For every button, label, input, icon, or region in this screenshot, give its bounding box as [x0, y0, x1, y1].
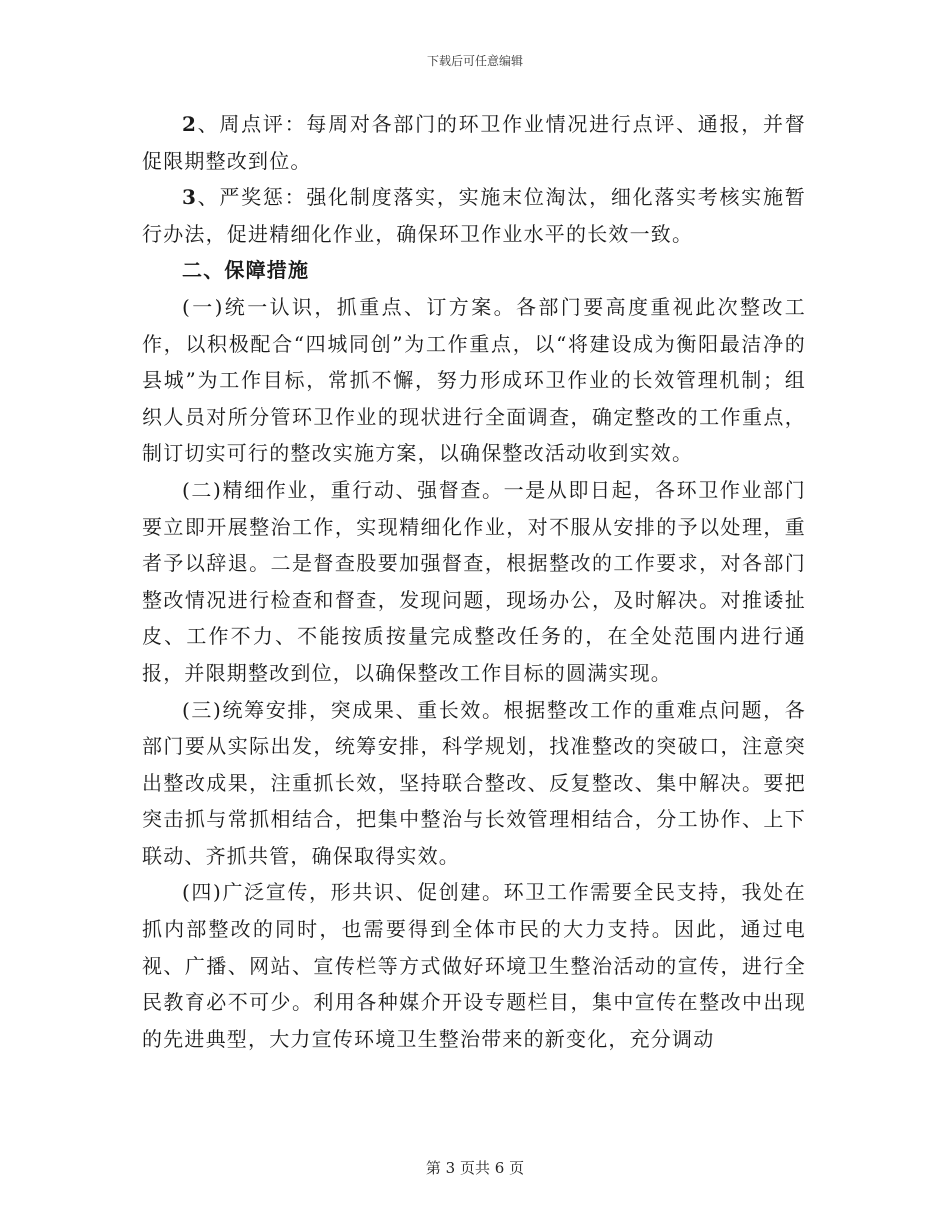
- document-body: [142, 106, 806, 1057]
- section-heading: 二、保障措施: [182, 258, 310, 283]
- item-text: 、周点评：每周对各部门的环卫作业情况进行点评、通报，并督促限期整改到位。: [142, 112, 806, 173]
- paragraph-measure-3: (三)统筹安排，突成果、重长效。根据整改工作的重难点问题，各部门要从实际出发，统筹安排，科学规划，找准整改的突破口，注意突出整改成果，注重抓长效，坚持联合整改、反复整改、集中解决。要把突击抓与常抓相结合，把集中整治与长效管理相结合，分工协作、上下联动、齐抓共管，确保取得实效。: [142, 697, 806, 868]
- item-number: 3: [182, 185, 198, 210]
- item-text: 、严奖惩：强化制度落实，实施末位淘汰，细化落实考核实施暂行办法，促进精细化作业，确保环卫作业水平的长效一致。: [142, 185, 806, 246]
- paragraph-measure-2: (二)精细作业，重行动、强督查。一是从即日起，各环卫作业部门要立即开展整治工作，实现精细化作业，对不服从安排的予以处理，重者予以辞退。二是督查股要加强督查，根据整改的工作要求，对各部门整改情况进行检查和督查，发现问题，现场办公，及时解决。对推诿扯皮、工作不力、不能按质按量完成整改任务的，在全处范围内进行通报，并限期整改到位，以确保整改工作目标的圆满实现。: [142, 477, 806, 685]
- paragraph-measure-4: (四)广泛宣传，形共识、促创建。环卫工作需要全民支持，我处在抓内部整改的同时，也需要得到全体市民的大力支持。因此，通过电视、广播、网站、宣传栏等方式做好环境卫生整治活动的宣传，进行全民教育必不可少。利用各种媒介开设专题栏目，集中宣传在整改中出现的先进典型，大力宣传环境卫生整治带来的新变化，充分调动: [142, 880, 806, 1051]
- paragraph-item-2: [142, 106, 806, 179]
- paragraph-measure-1: (一)统一认识，抓重点、订方案。各部门要高度重视此次整改工作，以积极配合“四城同创”为工作重点，以“将建设成为衡阳最洁净的县城”为工作目标，常抓不懈，努力形成环卫作业的长效管理机制；组织人员对所分管环卫作业的现状进行全面调查，确定整改的工作重点，制订切实可行的整改实施方案，以确保整改活动收到实效。: [142, 294, 806, 466]
- item-number: 2: [182, 112, 198, 136]
- paragraph-item-3: [142, 179, 806, 252]
- header-note: 下载后可任意编辑: [426, 54, 523, 68]
- page-number: 第 3 页共 6 页: [425, 1159, 525, 1177]
